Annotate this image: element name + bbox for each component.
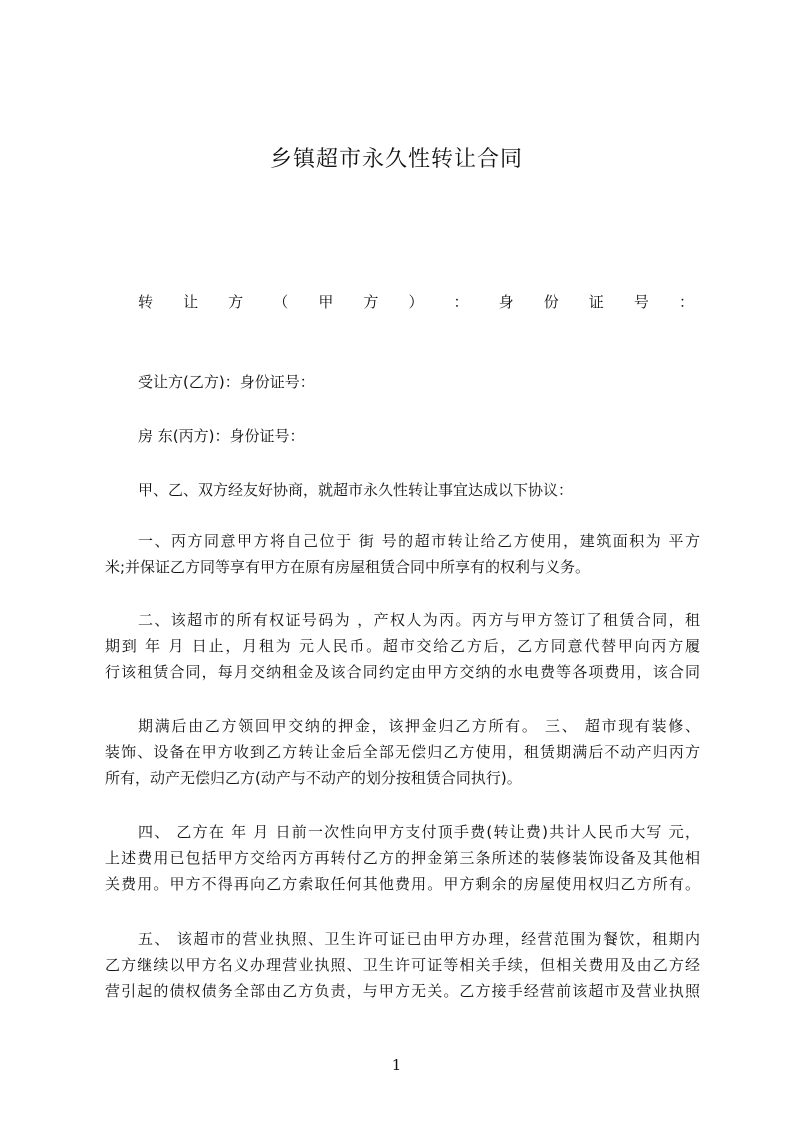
transferor-char: ： [678,293,694,311]
transferor-char: 方 [228,293,244,311]
clause-line: 上述费用已包括甲方交给丙方再转付乙方的押金第三条所述的装修装饰设备及其他相 [105,849,700,867]
transferor-char: 号 [633,293,649,311]
transferee-line: 受让方(乙方)：身份证号： [138,373,315,391]
transferor-line [138,291,694,312]
clause-line: 二、该超市的所有权证号码为 ，产权人为丙。丙方与甲方签订了租赁合同，租 [138,611,700,629]
clause-line: 五、 该超市的营业执照、卫生许可证已由甲方办理，经营范围为餐饮，租期内 [138,930,700,948]
clause-line: 所有，动产无偿归乙方(动产与不动产的划分按租赁合同执行)。 [105,769,522,787]
transferor-char: ） [408,293,424,311]
agreement-intro: 甲、乙、双方经友好协商，就超市永久性转让事宜达成以下协议： [138,481,574,499]
transferor-char: 转 [138,293,154,311]
clause-line: 一、丙方同意甲方将自己位于 街 号的超市转让给乙方使用，建筑面积为 平方 [138,532,700,550]
clause-line: 关费用。甲方不得再向乙方索取任何其他费用。甲方剩余的房屋使用权归乙方所有。 [105,875,700,893]
page-number: 1 [391,1056,402,1074]
document-title: 乡镇超市永久性转让合同 [269,147,523,172]
transferor-char: 让 [183,293,199,311]
transferor-char: 份 [543,293,559,311]
clause-line: 乙方继续以甲方名义办理营业执照、卫生许可证等相关手续，但相关费用及由乙方经 [105,956,700,974]
clause-line: 米;并保证乙方同等享有甲方在原有房屋租赁合同中所享有的权利与义务。 [105,558,591,576]
transferor-char: ： [453,293,469,311]
clause-line: 装饰、设备在甲方收到乙方转让金后全部无偿归乙方使用，租赁期满后不动产归丙方 [105,743,700,761]
clause-line: 期满后由乙方领回甲交纳的押金，该押金归乙方所有。 三、 超市现有装修、 [138,717,700,735]
transferor-char: 证 [588,293,604,311]
transferor-char: （ [273,293,289,311]
landlord-line: 房 东(丙方)：身份证号： [138,427,305,445]
clause-line: 行该租赁合同，每月交纳租金及该合同约定由甲方交纳的水电费等各项费用，该合同 [105,663,700,681]
transferor-char: 身 [498,293,514,311]
transferor-char: 方 [363,293,379,311]
clause-line: 营引起的债权债务全部由乙方负责，与甲方无关。乙方接手经营前该超市及营业执照 [105,982,700,1000]
transferor-char: 甲 [318,293,334,311]
clause-line: 四、 乙方在 年 月 日前一次性向甲方支付顶手费(转让费)共计人民币大写 元， [138,823,700,841]
clause-line: 期到 年 月 日止，月租为 元人民币。超市交给乙方后，乙方同意代替甲向丙方履 [105,637,700,655]
